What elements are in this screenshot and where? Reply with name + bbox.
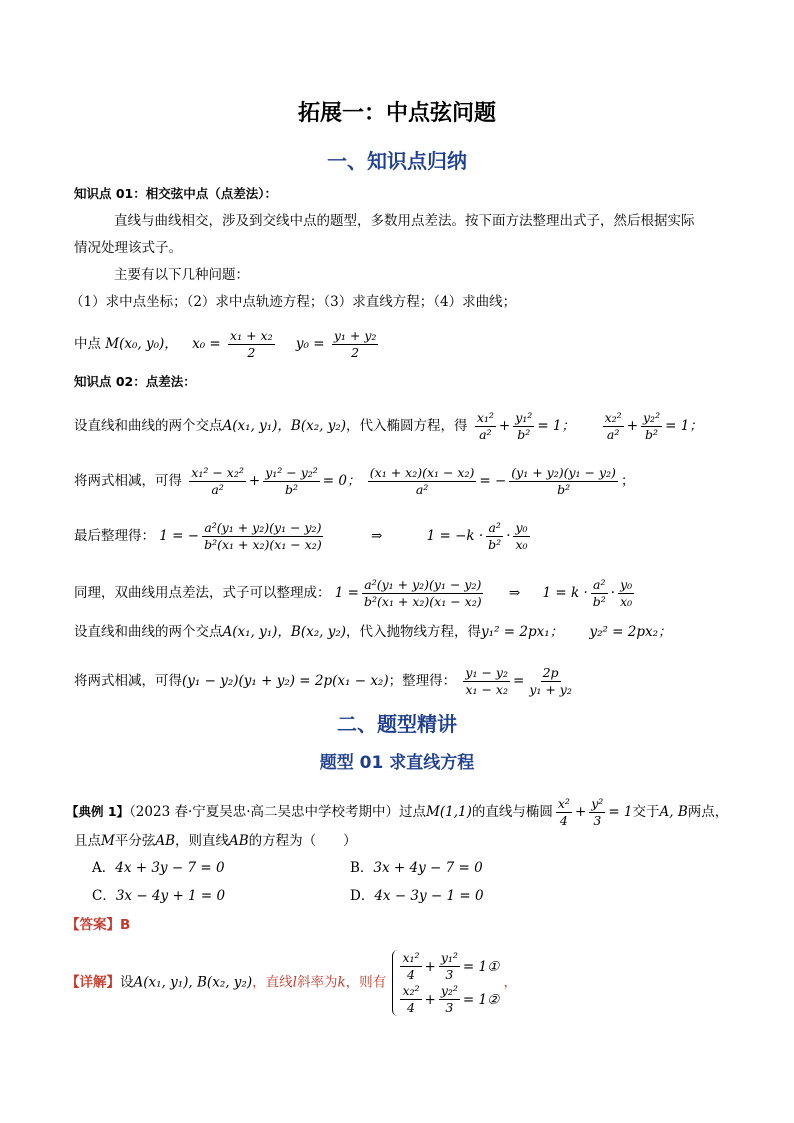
- l3-g-den: b²: [488, 537, 502, 552]
- r2-frac-a: [400, 983, 421, 1016]
- l2-f4-num: (y₁ + y₂)(y₁ − y₂): [511, 465, 616, 480]
- r2-b-den: 3: [445, 1000, 454, 1015]
- option-a[interactable]: [92, 858, 225, 878]
- l3-frac-g: [486, 520, 503, 553]
- kp2-line-2: 将两式相减，可得 $\frac{\text{x₁² − x₂²}}{\text{a²}}$ + $\frac{\text{y₁² − y₂²}}{\text{b²}}$ = 0； $\frac{\text{(x₁ + x₂)(x₁ − x₂)}}{\text{a²}}$ = − $\frac{\text{(y₁ + y₂)(y₁ − y₂)}}{\text{b²}}$ ；: [74, 465, 635, 497]
- kp1-para-3: （1）求中点坐标；（2）求中点轨迹方程；（3）求直线方程；（4）求曲线；: [70, 294, 517, 310]
- l4-f-num: a²(y₁ + y₂)(y₁ − y₂): [364, 577, 482, 592]
- document-title: 拓展一：中点弦问题: [297, 101, 496, 126]
- e2-b-den: b²: [645, 427, 659, 442]
- l6-frac-1: [463, 665, 510, 698]
- answer-tag: 【答案】: [66, 917, 120, 933]
- e1-a-den: a²: [479, 427, 492, 442]
- detail-t4: ，则有: [345, 974, 387, 991]
- y0-den: 2: [351, 345, 360, 360]
- example-l2-d: 的方程为（ ）: [248, 833, 357, 849]
- x0-num: x₁ + x₂: [230, 328, 273, 343]
- detail-t1: 设: [120, 974, 134, 991]
- r2-a-den: 4: [407, 1000, 415, 1015]
- detail-t3: 斜率为: [296, 974, 338, 991]
- kp2-l5-points: A(x₁, y₁)，B(x₂, y₂): [222, 624, 347, 640]
- l4-h-den: x₀: [620, 594, 633, 609]
- option-d-key: D．: [350, 888, 375, 904]
- ell-a-den: 4: [559, 813, 568, 828]
- l2-f3-num: (x₁ + x₂)(x₁ − x₂): [369, 465, 475, 480]
- r2-a-num: x₂²: [402, 983, 420, 998]
- option-b-key: B．: [350, 860, 374, 876]
- answer-value: B: [120, 917, 131, 933]
- mid-point: M(x₀, y₀)，: [105, 336, 178, 352]
- example-line-2: [74, 831, 357, 851]
- l6-f1-den: x₁ − x₂: [465, 682, 508, 697]
- detail-k: k: [337, 974, 346, 991]
- l2-frac-2: [263, 465, 320, 498]
- l3-lhs: 1 = −: [159, 528, 200, 544]
- e1-b-den: b²: [517, 427, 531, 442]
- l3-rhs: 1 = −k ·: [426, 528, 484, 544]
- e2-a-num: x₂²: [604, 410, 622, 425]
- l6-f1-num: y₁ − y₂: [465, 665, 508, 680]
- kp2-l2-text: 将两式相减，可得: [74, 473, 182, 489]
- l4-rhs: 1 = k ·: [542, 585, 588, 601]
- kp2-l1-text2: ，代入椭圆方程，得: [346, 418, 468, 434]
- l2-frac-1: [189, 465, 246, 498]
- type-01-title: 题型 01 求直线方程: [319, 753, 475, 773]
- r1-frac-b: [439, 950, 460, 983]
- option-d-text: 4x − 3y − 1 = 0: [374, 888, 484, 904]
- example-point: M(1,1): [426, 804, 472, 820]
- kp2-l3-text: 最后整理得：: [74, 528, 155, 544]
- ell-b-num: y²: [591, 796, 604, 811]
- example-tag: 【典例 1】: [66, 804, 130, 819]
- r2-frac-b: [439, 983, 460, 1016]
- e1-frac-b: [513, 410, 534, 443]
- kp1-heading: 知识点 01：相交弦中点（点差法）：: [74, 186, 277, 201]
- l3-arrow: ⇒: [371, 528, 383, 544]
- l5-eq-1: y₁² = 2px₁；: [481, 624, 564, 640]
- l2-end: ；: [620, 473, 635, 489]
- r2-rhs: = 1②: [462, 991, 500, 1008]
- x0-lhs: x₀ =: [192, 336, 221, 352]
- e1-rhs: = 1；: [537, 418, 576, 434]
- l6-f2-num: 2p: [542, 665, 559, 680]
- detail-tag: 【详解】: [66, 974, 120, 991]
- kp2-l5-text2: ，代入抛物线方程，得: [346, 624, 482, 640]
- l2-f4-den: b²: [557, 482, 571, 497]
- example-ab: A, B: [659, 804, 688, 820]
- option-c-key: C．: [92, 888, 116, 904]
- r1-frac-a: [400, 950, 421, 983]
- equation-system: [392, 950, 499, 1016]
- kp1-para-1a: 直线与曲线相交，涉及到交线中点的题型，多数用点差法。按下面方法整理出式子，然后根据实际: [114, 213, 695, 229]
- kp2-l1-points: A(x₁, y₁)，B(x₂, y₂): [222, 418, 347, 434]
- y0-fraction: [332, 328, 379, 361]
- kp2-line-4: 同理，双曲线用点差法，式子可以整理成： 1 = $\frac{\text{a²(y₁ + y₂)(y₁ − y₂)}}{\text{b²(x₁ + x₂)(x₁ − x₂)}}$ ⇒ 1 = k · $\frac{\text{a²}}{\text{b²}}$ · $\frac{\text{y₀}}{\text{x₀}}$: [74, 577, 633, 609]
- option-a-text: 4x + 3y − 7 = 0: [115, 860, 225, 876]
- l3-frac-h: [513, 520, 529, 553]
- kp2-line-5: [74, 622, 672, 642]
- r2-b-num: y₂²: [440, 983, 458, 998]
- l4-h-num: y₀: [620, 577, 633, 592]
- r1-b-num: y₁²: [440, 950, 458, 965]
- kp2-l6-text: 将两式相减，可得: [74, 673, 182, 689]
- r1-a-num: x₁²: [402, 950, 420, 965]
- l4-frac-h: [618, 577, 634, 610]
- section-1-title: 一、知识点归纳: [327, 149, 467, 173]
- ell-frac-a: [556, 796, 572, 829]
- system-row-1: $\frac{\text{x₁²}}{4}$ + $\frac{\text{y₁²}}{3}$ = 1①: [402, 950, 500, 982]
- example-l2-ab: AB: [155, 833, 175, 849]
- kp1-para-1b: 情况处理该式子。: [74, 240, 182, 256]
- r1-a-den: 4: [407, 967, 415, 982]
- ell-b-den: 3: [593, 813, 602, 828]
- y0-lhs: y₀ =: [295, 336, 325, 352]
- l2-f1-num: x₁² − x₂²: [191, 465, 244, 480]
- detail-l: l: [292, 974, 297, 991]
- e1-frac-a: [475, 410, 496, 443]
- e1-a-num: x₁²: [476, 410, 494, 425]
- ell-frac-b: [589, 796, 605, 829]
- option-c-text: 3x − 4y + 1 = 0: [115, 888, 226, 904]
- example-l2-c: ，则直线: [175, 833, 229, 849]
- option-a-key: A．: [92, 860, 116, 876]
- x0-den: 2: [247, 345, 256, 360]
- example-text-4: 两点，: [687, 804, 729, 820]
- answer-line: [66, 915, 130, 935]
- e1-b-num: y₁²: [515, 410, 533, 425]
- e2-frac-b: [641, 410, 662, 443]
- example-text-2: 的直线与椭圆: [471, 804, 553, 820]
- e2-frac-a: [603, 410, 624, 443]
- l3-h-num: y₀: [515, 520, 528, 535]
- l3-f-num: a²(y₁ + y₂)(y₁ − y₂): [204, 520, 322, 535]
- l4-arrow: ⇒: [508, 585, 521, 601]
- l6-frac-2: [527, 665, 574, 698]
- example-l2-b: 平分弦: [114, 833, 156, 849]
- l4-g-den: b²: [592, 594, 606, 609]
- l3-g-num: a²: [488, 520, 501, 535]
- option-b-text: 3x + 4y − 7 = 0: [373, 860, 483, 876]
- y0-num: y₁ + y₂: [333, 328, 377, 343]
- example-l2-a: 且点: [74, 833, 101, 849]
- l6-f2-den: y₁ + y₂: [529, 682, 572, 697]
- kp2-l5-text: 设直线和曲线的两个交点: [74, 624, 223, 640]
- l3-h-den: x₀: [515, 537, 528, 552]
- example-line-1: 【典例 1】（2023 春·宁夏吴忠·高二吴忠中学校考期中）过点M(1,1)的直线与椭圆 $\frac{\text{x²}}{4}$ + $\frac{\text{y²}}{3}$ = 1交于A, B两点，: [66, 796, 729, 828]
- kp2-line-6: [74, 665, 577, 698]
- ell-a-num: x²: [557, 796, 570, 811]
- option-d[interactable]: [350, 886, 484, 906]
- l2-f2-num: y₁² − y₂²: [265, 465, 318, 480]
- l2-f2-den: b²: [284, 482, 298, 497]
- kp2-l1-text: 设直线和曲线的两个交点: [74, 418, 223, 434]
- l4-frac: [362, 577, 484, 610]
- l4-g-num: a²: [593, 577, 606, 592]
- detail-points: A(x₁, y₁), B(x₂, y₂): [133, 974, 253, 991]
- l5-eq-2: y₂² = 2px₂；: [589, 624, 672, 640]
- l2-rhs: = 0；: [322, 473, 361, 489]
- example-source: （2023 春·宁夏吴忠·高二吴忠中学校考期中）过点: [129, 804, 427, 820]
- ell-rhs: = 1: [608, 804, 633, 820]
- mid-label: 中点: [74, 336, 101, 352]
- system-row-2: $\frac{\text{x₂²}}{4}$ + $\frac{\text{y₂²}}{3}$ = 1②: [402, 983, 500, 1015]
- kp2-line-3: 最后整理得： 1 = − $\frac{\text{a²(y₁ + y₂)(y₁ − y₂)}}{\text{b²(x₁ + x₂)(x₁ − x₂)}}$ ⇒ 1 = −k · $\frac{\text{a²}}{\text{b²}}$ · $\frac{\text{y₀}}{\text{x₀}}$: [74, 520, 528, 552]
- example-text-3: 交于: [632, 804, 660, 820]
- kp2-l4-text: 同理，双曲线用点差法，式子可以整理成：: [74, 585, 331, 601]
- option-b[interactable]: [350, 858, 483, 878]
- x0-fraction: [228, 328, 275, 361]
- l4-frac-g: [591, 577, 608, 610]
- detail-t2: ，直线: [252, 974, 293, 991]
- section-2-title: 二、题型精讲: [337, 712, 457, 736]
- detail-end: ，: [503, 974, 518, 991]
- kp1-midpoint-formula: [74, 328, 381, 361]
- l2-eq: = −: [479, 473, 507, 489]
- e2-b-num: y₂²: [643, 410, 661, 425]
- l2-frac-4: [509, 465, 618, 498]
- option-c[interactable]: [92, 886, 225, 906]
- detail-line: [66, 950, 517, 1016]
- l2-f3-den: a²: [415, 482, 429, 497]
- kp1-para-2: 主要有以下几种问题：: [114, 267, 249, 283]
- l2-frac-3: [368, 465, 477, 498]
- l6-eq: (y₁ − y₂)(y₁ + y₂) = 2p(x₁ − x₂): [182, 673, 389, 689]
- r1-b-den: 3: [445, 967, 454, 982]
- kp2-heading: 知识点 02：点差法：: [74, 374, 196, 389]
- l2-f1-den: a²: [211, 482, 224, 497]
- kp2-l6-text2: ；整理得：: [388, 673, 457, 689]
- e2-rhs: = 1；: [665, 418, 703, 434]
- l6-eqs: =: [513, 673, 525, 689]
- e2-a-den: a²: [606, 427, 620, 442]
- l3-frac: [202, 520, 324, 553]
- l3-f-den: b²(x₁ + x₂)(x₁ − x₂): [204, 537, 322, 552]
- example-l2-ab2: AB: [229, 833, 249, 849]
- example-l2-m: M: [101, 833, 115, 849]
- l4-lhs: 1 =: [334, 585, 359, 601]
- kp2-line-1: 设直线和曲线的两个交点A(x₁, y₁)，B(x₂, y₂)，代入椭圆方程，得 $\frac{\text{x₁²}}{\text{a²}}$ + $\frac{\text{y₁²}}{\text{b²}}$ = 1； $\frac{\text{x₂²}}{\text{a²}}$ + $\frac{\text{y₂²}}{\text{b²}}$ = 1；: [74, 410, 703, 442]
- r1-rhs: = 1①: [462, 958, 500, 975]
- l4-f-den: b²(x₁ + x₂)(x₁ − x₂): [364, 594, 482, 609]
